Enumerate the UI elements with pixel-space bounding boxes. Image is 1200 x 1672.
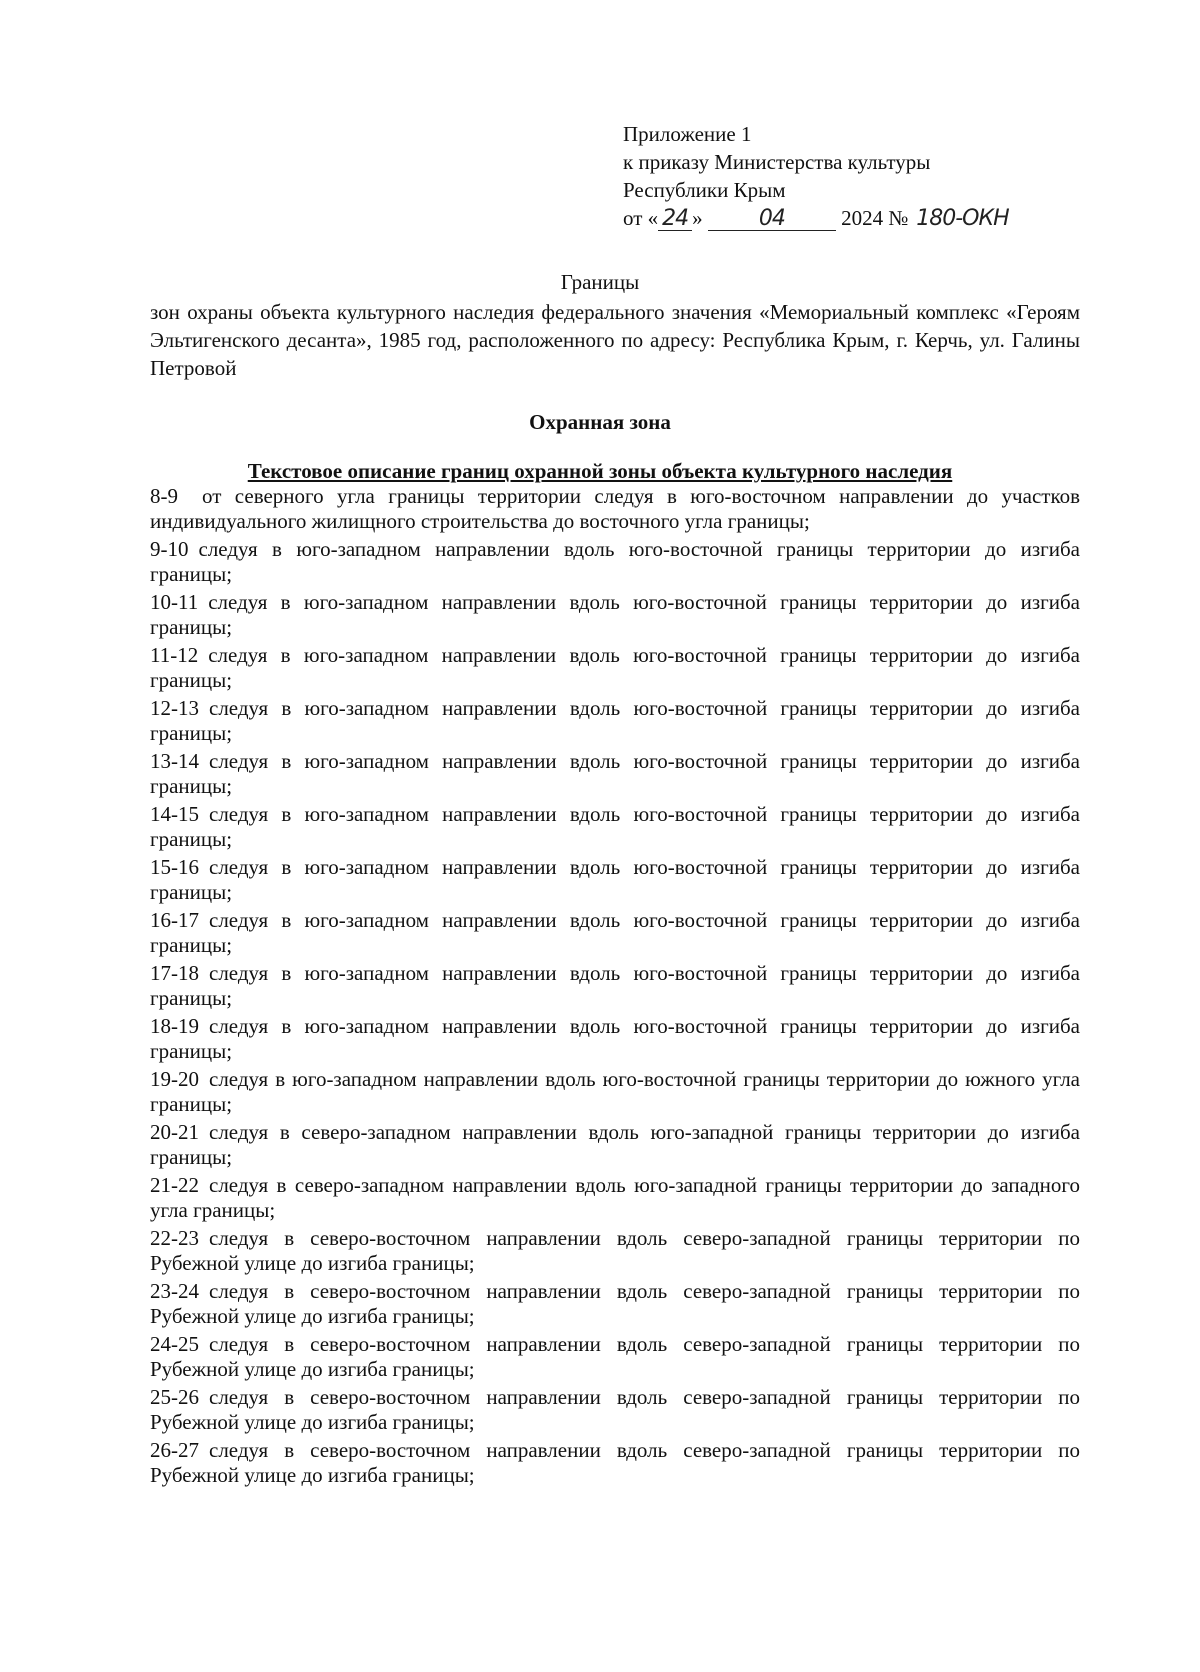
segment-number: 25-26	[150, 1385, 199, 1409]
segment-description: от северного угла границы территории следуя в юго-восточном направлении до участков индивидуального жилищного строительства до восточного угла границы;	[150, 484, 1080, 533]
segment-description: следуя в северо-восточном направлении вдоль северо-западной границы территории по Рубежной улице до изгиба границы;	[150, 1385, 1080, 1434]
segment-description: следуя в юго-западном направлении вдоль юго-восточной границы территории до изгиба границы;	[150, 749, 1080, 798]
segment-description: следуя в северо-восточном направлении вдоль северо-западной границы территории по Рубежной улице до изгиба границы;	[150, 1279, 1080, 1328]
boundary-segment-item	[150, 802, 1080, 852]
segment-description: следуя в юго-западном направлении вдоль юго-восточной границы территории до изгиба границы;	[150, 537, 1080, 586]
segment-description: следуя в юго-западном направлении вдоль юго-восточной границы территории до южного угла границы;	[150, 1067, 1080, 1116]
segment-number: 18-19	[150, 1014, 199, 1038]
segment-number: 16-17	[150, 908, 199, 932]
boundary-segment-item	[150, 1279, 1080, 1329]
boundary-segment-item	[150, 1385, 1080, 1435]
segment-number: 10-11	[150, 590, 199, 614]
order-number: 180-ОКН	[916, 206, 1009, 231]
date-year: 2024 №	[841, 206, 909, 230]
boundary-segment-item	[150, 1438, 1080, 1488]
boundary-segment-item	[150, 961, 1080, 1011]
boundary-segment-item	[150, 696, 1080, 746]
boundary-segment-item	[150, 590, 1080, 640]
segment-number: 26-27	[150, 1438, 199, 1462]
appendix-header	[623, 120, 1083, 232]
section-heading: Текстовое описание границ охранной зоны объекта культурного наследия	[247, 459, 953, 483]
segment-number: 11-12	[150, 643, 199, 667]
document-subject: зон охраны объекта культурного наследия федерального значения «Мемориальный комплекс «Героям Эльтигенского десанта», 1985 год, расположенного по адресу: Республика Крым, г. Керчь, ул. Галины Петровой	[150, 300, 1080, 380]
segment-number: 8-9	[150, 484, 178, 508]
segment-number: 21-22	[150, 1173, 199, 1197]
boundary-segment-item	[150, 855, 1080, 905]
boundary-segment-item	[150, 1173, 1080, 1223]
order-reference: к приказу Министерства культуры	[623, 150, 931, 174]
segment-number: 19-20	[150, 1067, 199, 1091]
segment-description: следуя в юго-западном направлении вдоль юго-восточной границы территории до изгиба границы;	[150, 855, 1080, 904]
boundary-segment-item	[150, 643, 1080, 693]
segment-number: 12-13	[150, 696, 199, 720]
boundary-description-list	[150, 484, 1080, 1491]
appendix-label: Приложение 1	[623, 122, 752, 146]
segment-description: следуя в северо-западном направлении вдоль юго-западной границы территории до западного угла границы;	[150, 1173, 1080, 1222]
boundary-segment-item	[150, 1067, 1080, 1117]
segment-number: 20-21	[150, 1120, 199, 1144]
date-month: 04	[708, 208, 836, 231]
segment-description: следуя в юго-западном направлении вдоль юго-восточной границы территории до изгиба границы;	[150, 1014, 1080, 1063]
boundary-segment-item	[150, 908, 1080, 958]
segment-description: следуя в северо-восточном направлении вдоль северо-западной границы территории по Рубежной улице до изгиба границы;	[150, 1438, 1080, 1487]
segment-description: следуя в северо-восточном направлении вдоль северо-западной границы территории по Рубежной улице до изгиба границы;	[150, 1332, 1080, 1381]
document-title: Границы	[560, 270, 640, 294]
segment-number: 14-15	[150, 802, 199, 826]
segment-description: следуя в юго-западном направлении вдоль юго-восточной границы территории до изгиба границы;	[150, 590, 1080, 639]
date-prefix: от «	[623, 206, 659, 230]
boundary-segment-item	[150, 1226, 1080, 1276]
boundary-segment-item	[150, 1014, 1080, 1064]
zone-heading: Охранная зона	[529, 410, 671, 434]
segment-description: следуя в юго-западном направлении вдоль юго-восточной границы территории до изгиба границы;	[150, 961, 1080, 1010]
boundary-segment-item	[150, 749, 1080, 799]
date-day: 24	[658, 208, 692, 231]
boundary-segment-item	[150, 1120, 1080, 1170]
boundary-segment-item	[150, 537, 1080, 587]
segment-description: следуя в северо-восточном направлении вдоль северо-западной границы территории по Рубежной улице до изгиба границы;	[150, 1226, 1080, 1275]
segment-description: следуя в северо-западном направлении вдоль юго-западной границы территории до изгиба границы;	[150, 1120, 1080, 1169]
republic-name: Республики Крым	[623, 178, 786, 202]
segment-number: 24-25	[150, 1332, 199, 1356]
segment-number: 15-16	[150, 855, 199, 879]
segment-description: следуя в юго-западном направлении вдоль юго-восточной границы территории до изгиба границы;	[150, 802, 1080, 851]
segment-description: следуя в юго-западном направлении вдоль юго-восточной границы территории до изгиба границы;	[150, 908, 1080, 957]
segment-number: 23-24	[150, 1279, 199, 1303]
segment-number: 13-14	[150, 749, 199, 773]
segment-number: 22-23	[150, 1226, 199, 1250]
segment-number: 9-10	[150, 537, 189, 561]
date-mid: »	[692, 206, 703, 230]
boundary-segment-item	[150, 1332, 1080, 1382]
segment-number: 17-18	[150, 961, 199, 985]
boundary-segment-item	[150, 484, 1080, 534]
order-date-line	[623, 204, 1083, 232]
segment-description: следуя в юго-западном направлении вдоль юго-восточной границы территории до изгиба границы;	[150, 643, 1080, 692]
segment-description: следуя в юго-западном направлении вдоль юго-восточной границы территории до изгиба границы;	[150, 696, 1080, 745]
